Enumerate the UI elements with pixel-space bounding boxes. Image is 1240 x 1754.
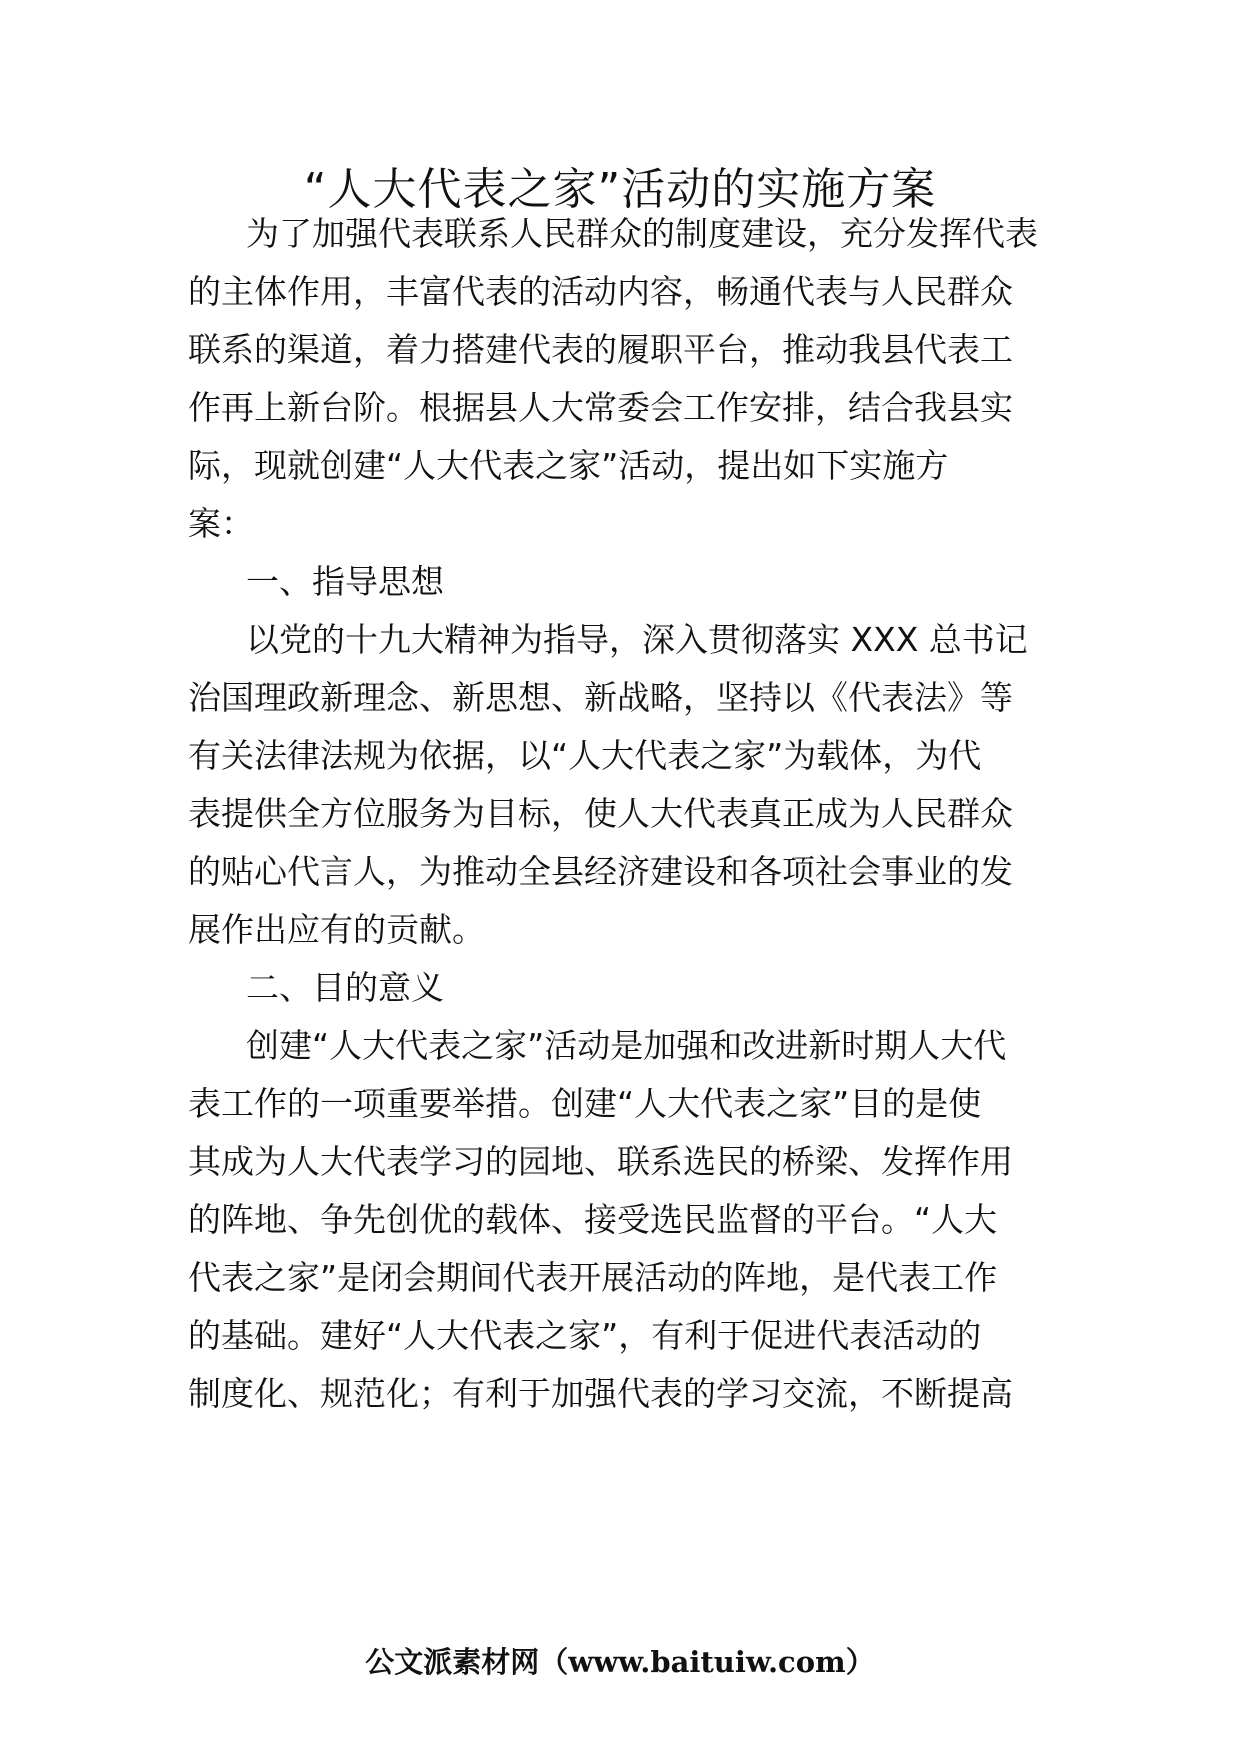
paragraph-line: 的阵地、争先创优的载体、接受选民监督的平台。“人大	[188, 1200, 998, 1239]
paragraph-line: 际，现就创建“人大代表之家”活动，提出如下实施方	[188, 446, 949, 485]
paragraph-line: 其成为人大代表学习的园地、联系选民的桥梁、发挥作用	[188, 1142, 1013, 1181]
paragraph-line: 为了加强代表联系人民群众的制度建设，充分发挥代表	[246, 214, 1038, 253]
paragraph-line: 的主体作用，丰富代表的活动内容，畅通代表与人民群众	[188, 272, 1013, 311]
paragraph-line: 案：	[188, 504, 254, 543]
section-heading: 二、目的意义	[246, 968, 444, 1007]
paragraph-line: 治国理政新理念、新思想、新战略，坚持以《代表法》等	[188, 678, 1013, 717]
paragraph-line: 展作出应有的贡献。	[188, 910, 485, 949]
paragraph-line: 表提供全方位服务为目标，使人大代表真正成为人民群众	[188, 794, 1013, 833]
paragraph-line: 作再上新台阶。根据县人大常委会工作安排，结合我县实	[188, 388, 1013, 427]
paragraph-line: 的贴心代言人，为推动全县经济建设和各项社会事业的发	[188, 852, 1013, 891]
paragraph-line: 的基础。建好“人大代表之家”，有利于促进代表活动的	[188, 1316, 982, 1355]
source-footer: 公文派素材网（www.baituiw.com）	[365, 1645, 875, 1679]
paragraph-line: 表工作的一项重要举措。创建“人大代表之家”目的是使	[188, 1084, 982, 1123]
document-title: “人大代表之家”活动的实施方案	[303, 164, 937, 215]
paragraph-line: 有关法律法规为依据，以“人大代表之家”为载体，为代	[188, 736, 982, 775]
section-heading: 一、指导思想	[246, 562, 444, 601]
paragraph-line: 代表之家”是闭会期间代表开展活动的阵地，是代表工作	[188, 1258, 998, 1297]
paragraph-line: 创建“人大代表之家”活动是加强和改进新时期人大代	[246, 1026, 1007, 1065]
paragraph-line: 以党的十九大精神为指导，深入贯彻落实 XXX 总书记	[246, 620, 1028, 659]
paragraph-line: 联系的渠道，着力搭建代表的履职平台，推动我县代表工	[188, 330, 1013, 369]
paragraph-line: 制度化、规范化；有利于加强代表的学习交流，不断提高	[188, 1374, 1013, 1413]
